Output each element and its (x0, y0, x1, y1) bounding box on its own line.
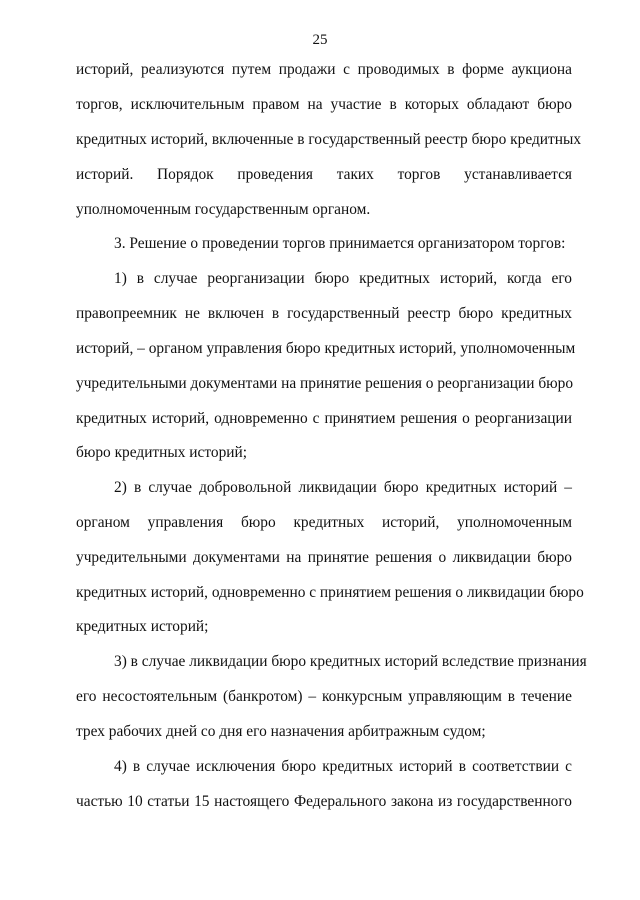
text-line: бюро кредитных историй; (76, 444, 248, 461)
text-line: правопреемник не включен в государственный реестр бюро кредитных (76, 305, 572, 322)
text-line: учредительными документами на принятие решения о реорганизации бюро (76, 375, 574, 392)
text-line: историй. Порядок проведения таких торгов устанавливается (76, 166, 572, 183)
text-line: 4) в случае исключения бюро кредитных историй в соответствии с (114, 758, 572, 775)
text-line: кредитных историй; (76, 618, 209, 635)
text-line: 1) в случае реорганизации бюро кредитных историй, когда его (114, 270, 572, 287)
text-line: трех рабочих дней со дня его назначения арбитражным судом; (76, 723, 486, 740)
text-line: учредительными документами на принятие решения о ликвидации бюро (76, 549, 572, 566)
text-line: органом управления бюро кредитных историй, уполномоченным (76, 514, 572, 531)
text-line: 3) в случае ликвидации бюро кредитных историй вследствие признания (114, 653, 587, 670)
text-line: уполномоченным государственным органом. (76, 201, 371, 218)
page-number: 25 (312, 32, 328, 48)
text-line: 3. Решение о проведении торгов принимается организатором торгов: (114, 235, 566, 252)
text-line: историй, реализуются путем продажи с проводимых в форме аукциона (76, 61, 572, 78)
text-line: частью 10 статьи 15 настоящего Федерального закона из государственного (76, 793, 572, 810)
text-line: его несостоятельным (банкротом) – конкурсным управляющим в течение (76, 688, 572, 705)
text-line: кредитных историй, одновременно с принятием решения о ликвидации бюро (76, 584, 584, 601)
text-line: кредитных историй, одновременно с принятием решения о реорганизации (76, 410, 572, 427)
text-line: торгов, исключительным правом на участие в которых обладают бюро (76, 96, 572, 113)
text-line: 2) в случае добровольной ликвидации бюро кредитных историй – (114, 479, 572, 496)
text-line: кредитных историй, включенные в государственный реестр бюро кредитных (76, 131, 582, 148)
text-line: историй, – органом управления бюро кредитных историй, уполномоченным (76, 340, 576, 357)
